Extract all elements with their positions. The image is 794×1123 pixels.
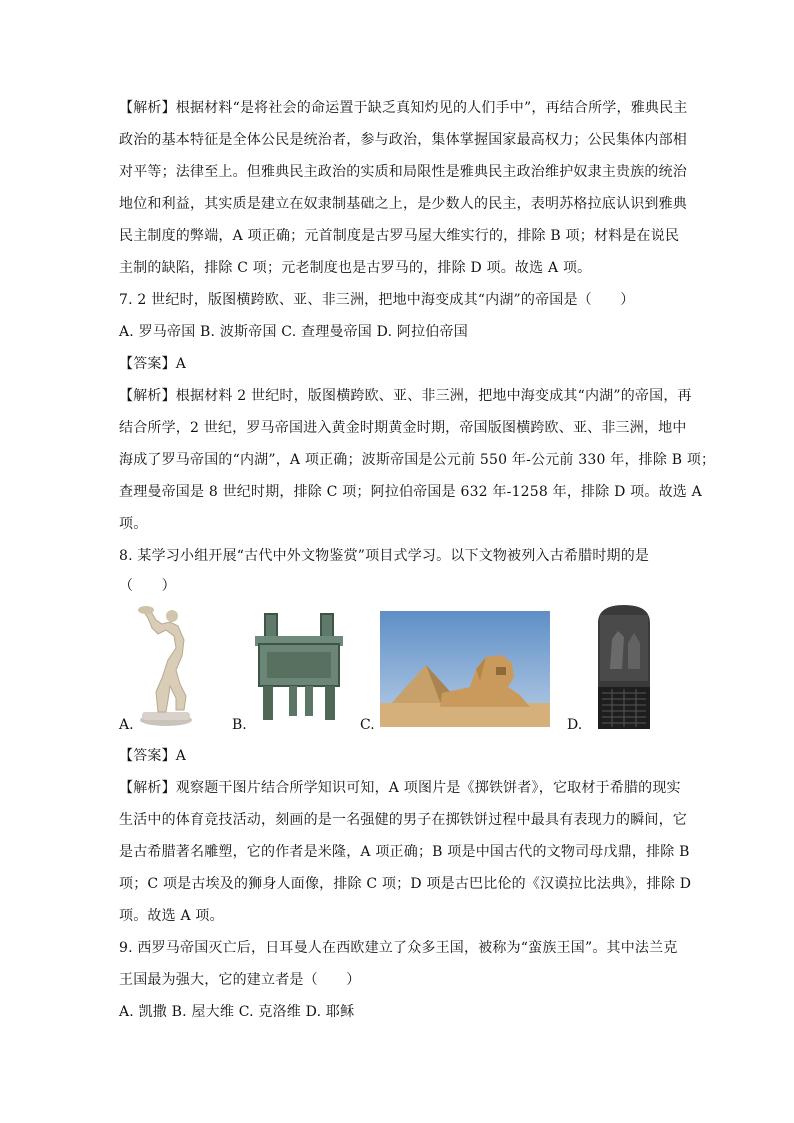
text-line: 项。 bbox=[119, 516, 148, 532]
text-line: 民主制度的弊端，A 项正确；元首制度是古罗马屋大维实行的，排除 B 项；材料是在说民 bbox=[119, 228, 680, 244]
text-line: 结合所学，2 世纪，罗马帝国进入黄金时期黄金时期，帝国版图横跨欧、亚、非三洲，地中 bbox=[119, 420, 687, 436]
text-line: 对平等；法律至上。但雅典民主政治的实质和局限性是雅典民主政治维护奴隶主贵族的统治 bbox=[119, 164, 687, 180]
text-line: A. 罗马帝国 B. 波斯帝国 C. 查理曼帝国 D. 阿拉伯帝国 bbox=[119, 324, 468, 340]
text-line: 【解析】根据材料“是将社会的命运置于缺乏真知灼见的人们手中”，再结合所学，雅典民主 bbox=[119, 100, 688, 116]
text-line: 海成了罗马帝国的“内湖”，A 项正确；波斯帝国是公元前 550 年-公元前 330 年，排除 B 项； bbox=[119, 452, 716, 468]
text-line: 9. 西罗马帝国灭亡后，日耳曼人在西欧建立了众多王国，被称为“蛮族王国”。其中法兰克 bbox=[119, 940, 678, 956]
bronze-ding-image bbox=[249, 612, 349, 722]
text-line: 政治的基本特征是全体公民是统治者，参与政治，集体掌握国家最高权力；公民集体内部相 bbox=[119, 132, 687, 148]
text-line: 项。故选 A 项。 bbox=[119, 908, 224, 924]
text-line: 【答案】A bbox=[119, 356, 187, 372]
option-d-label: D. bbox=[567, 717, 583, 733]
text-line: 王国最为强大，它的建立者是（ ） bbox=[119, 972, 361, 988]
text-line: 生活中的体育竞技活动，刻画的是一名强健的男子在掷铁饼过程中最具有表现力的瞬间，它 bbox=[119, 812, 687, 828]
option-b-label: B. bbox=[232, 717, 247, 733]
text-line: 项；C 项是古埃及的狮身人面像，排除 C 项；D 项是古巴比伦的《汉谟拉比法典》，排除 D bbox=[119, 876, 692, 892]
text-line: （ ） bbox=[119, 578, 176, 594]
text-line: 查理曼帝国是 8 世纪时期，排除 C 项；阿拉伯帝国是 632 年-1258 年，排除 D 项。故选 A bbox=[119, 484, 702, 500]
option-a-label: A. bbox=[119, 717, 134, 733]
text-line: 是古希腊著名雕塑，它的作者是米隆，A 项正确；B 项是中国古代的文物司母戊鼎，排除 B bbox=[119, 844, 690, 860]
discobolus-statue-image bbox=[136, 600, 200, 728]
option-c-label: C. bbox=[360, 717, 375, 733]
text-line: 【解析】根据材料 2 世纪时，版图横跨欧、亚、非三洲，把地中海变成其“内湖”的帝国，再 bbox=[119, 388, 692, 404]
text-line: 8. 某学习小组开展“古代中外文物鉴赏”项目式学习。以下文物被列入古希腊时期的是 bbox=[119, 548, 650, 564]
text-line: 7. 2 世纪时，版图横跨欧、亚、非三洲，把地中海变成其“内湖”的帝国是（ ） bbox=[119, 292, 635, 308]
text-line: 【答案】A bbox=[119, 748, 187, 764]
text-line: 地位和利益，其实质是建立在奴隶制基础之上，是少数人的民主，表明苏格拉底认识到雅典 bbox=[119, 196, 687, 212]
hammurabi-stele-image bbox=[594, 603, 654, 729]
text-line: 【解析】观察题干图片结合所学知识可知，A 项图片是《掷铁饼者》，它取材于希腊的现实 bbox=[119, 780, 681, 796]
text-line: A. 凯撒 B. 屋大维 C. 克洛维 D. 耶稣 bbox=[119, 1004, 355, 1020]
sphinx-pyramids-image bbox=[380, 611, 550, 727]
text-line: 主制的缺陷，排除 C 项；元老制度也是古罗马的，排除 D 项。故选 A 项。 bbox=[119, 260, 592, 276]
